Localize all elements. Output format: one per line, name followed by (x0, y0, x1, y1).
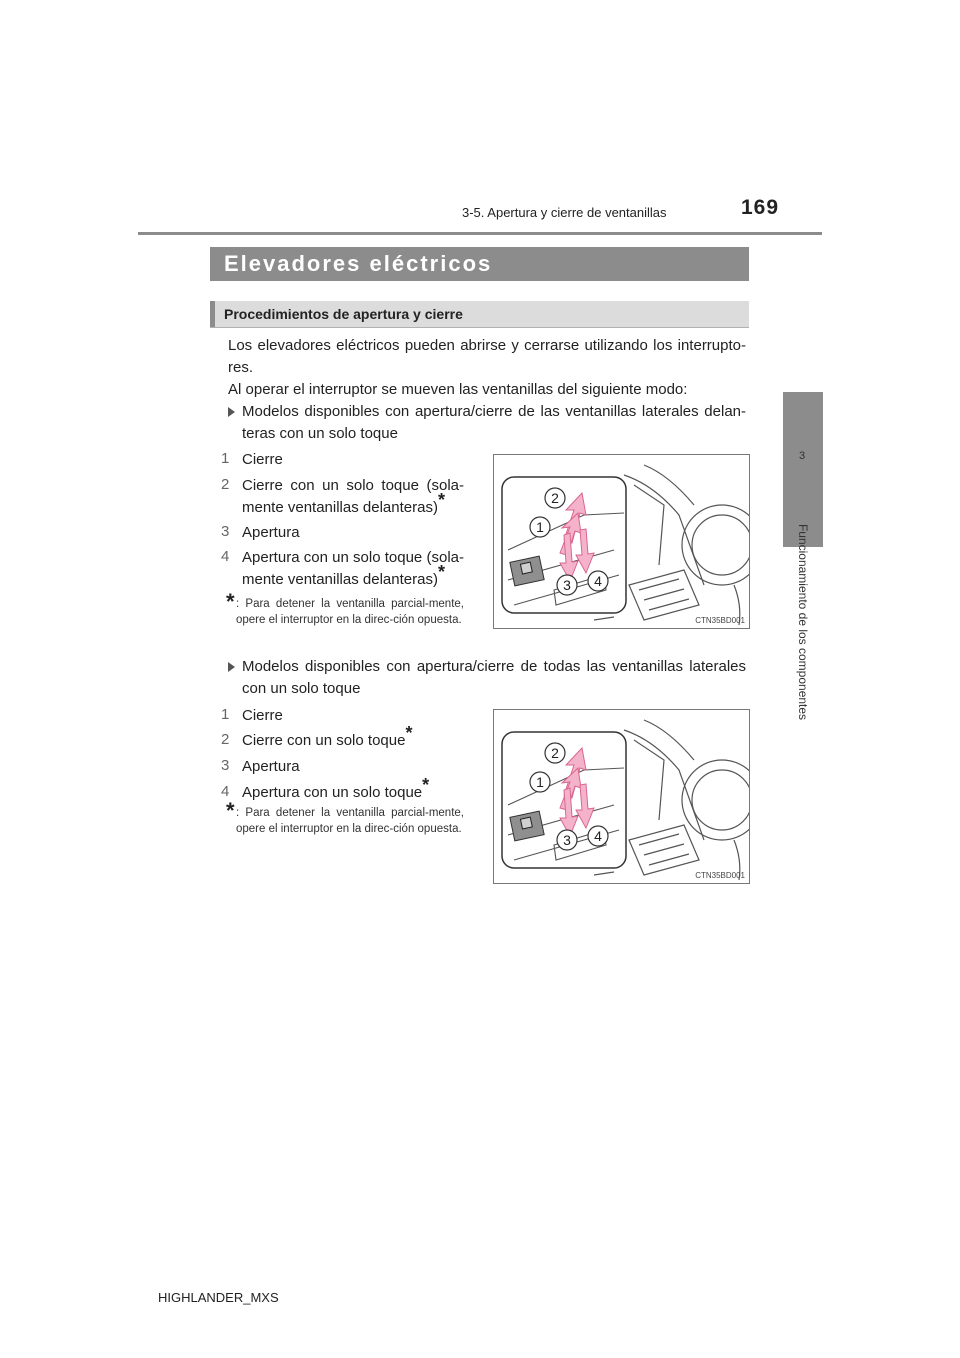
figure-2-code: CTN35BD001 (695, 871, 745, 880)
footer-model-code: HIGHLANDER_MXS (158, 1290, 279, 1305)
intro-text: Los elevadores eléctricos pueden abrirse y cerrarse utilizando los interrupto-res. Al operar el interruptor se mueven las ventanillas del siguiente modo: (228, 337, 746, 398)
section-2-note-asterisk: * (226, 798, 235, 823)
page-title: Elevadores eléctricos (224, 251, 493, 276)
section-2-item-4-text: Apertura con un solo toque* (242, 775, 430, 801)
section-1-item-1-text: Cierre (242, 451, 283, 468)
figure-window-switch-2 (493, 709, 750, 884)
chapter-number: 3 (799, 450, 806, 462)
section-1-item-1-number: 1 (221, 450, 230, 467)
section-2-item-4-number: 4 (221, 783, 230, 800)
subtitle-marker (210, 301, 215, 327)
callout-4: 4 (594, 828, 602, 844)
section-1-item-3-number: 3 (221, 523, 230, 540)
section-1-item-3-text: Apertura (242, 524, 300, 541)
section-1-item-2-text: Cierre con un solo toque (sola-mente ventanillas delanteras)* (242, 477, 464, 516)
asterisk-icon: * (437, 562, 445, 582)
header-rule (138, 232, 822, 235)
section-2-item-3-number: 3 (221, 757, 230, 774)
section-2-item-2-number: 2 (221, 731, 230, 748)
section-2-item-3-text: Apertura (242, 758, 300, 775)
figure-window-switch-1 (493, 454, 750, 629)
section-2-heading: Modelos disponibles con apertura/cierre de todas las ventanillas laterales con un solo toque (242, 656, 746, 700)
window-switch-illustration (494, 710, 749, 883)
section-2-note: : Para detener la ventanilla parcial-mente, opere el interruptor en la direc-ción opuesta. (236, 807, 464, 835)
section-1-item-4-text: Apertura con un solo toque (sola-mente ventanillas delanteras)* (242, 549, 464, 588)
subtitle-bar (210, 301, 749, 328)
section-1-item-2-number: 2 (221, 476, 230, 493)
subtitle: Procedimientos de apertura y cierre (224, 306, 463, 322)
bullet-triangle-icon (228, 407, 235, 417)
asterisk-icon: * (405, 723, 413, 743)
callout-2: 2 (551, 490, 559, 506)
section-2-item-2-text: Cierre con un solo toque* (242, 723, 413, 749)
asterisk-icon: * (437, 490, 445, 510)
callout-1: 1 (536, 774, 544, 790)
callout-3: 3 (563, 577, 571, 593)
page-number: 169 (741, 196, 780, 219)
callout-2: 2 (551, 745, 559, 761)
asterisk-icon: * (422, 775, 430, 795)
section-2-item-1-number: 1 (221, 706, 230, 723)
main-title-bar (210, 247, 749, 281)
section-2-item-1-text: Cierre (242, 707, 283, 724)
chapter-side-title: Funcionamiento de los componentes (796, 523, 810, 721)
intro-paragraph (228, 335, 746, 401)
callout-4: 4 (594, 573, 602, 589)
header-section-title: 3-5. Apertura y cierre de ventanillas (462, 205, 667, 220)
section-1-item-4-number: 4 (221, 548, 230, 565)
section-1-heading: Modelos disponibles con apertura/cierre de las ventanillas laterales delan-teras con un solo toque (242, 401, 746, 445)
bullet-triangle-icon (228, 662, 235, 672)
window-switch-illustration (494, 455, 749, 628)
section-1-note: : Para detener la ventanilla parcial-mente, opere el interruptor en la direc-ción opuesta. (236, 598, 464, 626)
callout-1: 1 (536, 519, 544, 535)
figure-1-code: CTN35BD001 (695, 616, 745, 625)
callout-3: 3 (563, 832, 571, 848)
section-1-note-asterisk: * (226, 589, 235, 614)
